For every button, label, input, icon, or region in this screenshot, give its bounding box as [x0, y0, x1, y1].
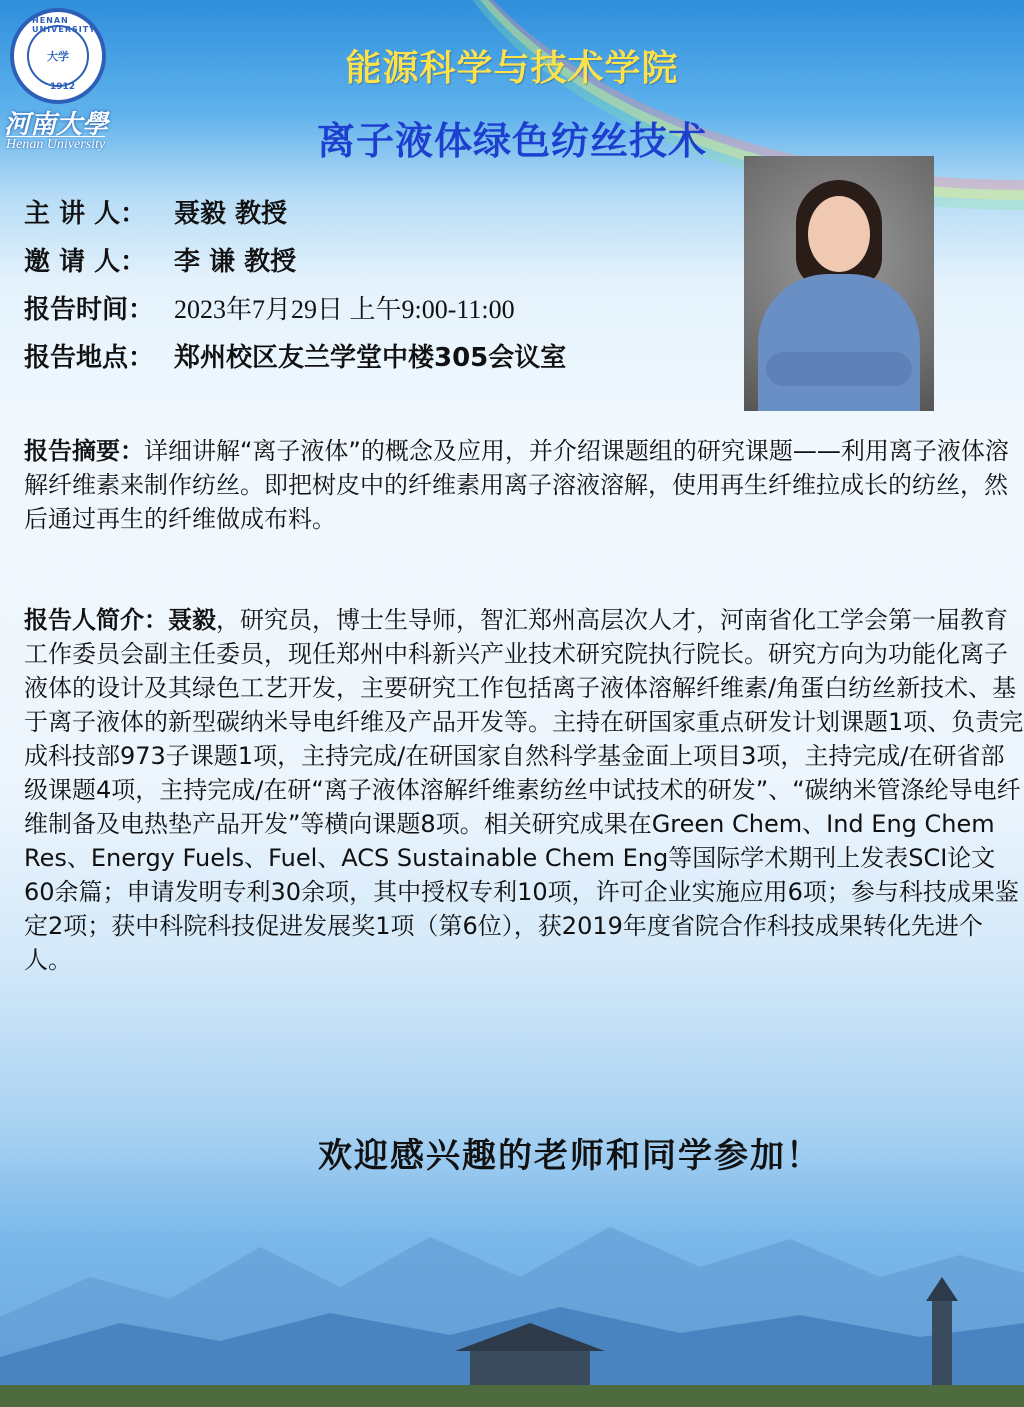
place-value: 郑州校区友兰学堂中楼305会议室: [174, 343, 567, 373]
logo-seal-text: 大学: [47, 50, 69, 63]
time-label: 报告时间：: [24, 295, 155, 325]
pagoda-tower: [932, 1297, 952, 1389]
speaker-row: [24, 190, 566, 238]
hall-building: [470, 1349, 590, 1389]
campus-landscape-illustration: [0, 1127, 1024, 1407]
place-row: [24, 334, 566, 382]
logo-year: 1912: [50, 82, 76, 92]
speaker-label: 主 讲 人：: [24, 199, 147, 229]
inviter-row: [24, 238, 566, 286]
abstract-text: 详细讲解“离子液体”的概念及应用，并介绍课题组的研究课题——利用离子液体溶解纤维素来制作纺丝。即把树皮中的纤维素用离子溶液溶解，使用再生纤维拉成长的纺丝，然后通过再生的纤维做成布料。: [24, 437, 1009, 533]
welcome-message: 欢迎感兴趣的老师和同学参加！: [318, 1136, 822, 1176]
lecture-info: [24, 190, 566, 382]
place-label: 报告地点：: [24, 343, 155, 373]
college-name: 能源科学与技术学院: [345, 48, 679, 89]
abstract-section: [24, 434, 1024, 536]
time-value: 2023年7月29日 上午9:00-11:00: [174, 295, 515, 324]
bio-label: 报告人简介：: [24, 606, 168, 634]
time-row: [24, 286, 566, 334]
photo-arms: [766, 352, 912, 386]
logo-name-cn: 河南大學: [4, 110, 109, 140]
photo-body: [758, 274, 920, 411]
tree-line: [0, 1385, 1024, 1407]
photo-face: [808, 196, 870, 272]
bio-text: ，研究员，博士生导师，智汇郑州高层次人才，河南省化工学会第一届教育工作委员会副主任委员，现任郑州中科新兴产业技术研究院执行院长。研究方向为功能化离子液体的设计及其绿色工艺开发，主要研究工作包括离子液体溶解纤维素/角蛋白纺丝新技术、基于离子液体的新型碳纳米导电纤维及产品开发等。主持在研国家重点研发计划课题1项、负责完成科技部973子课题1项，主持完成/在研国家自然科学基金面上项目3项，主持完成/在研省部级课题4项，主持完成/在研“离子液体溶解纤维素纺丝中试技术的研发”、“碳纳米管涤纶导电纤维制备及电热垫产品开发”等横向课题8项。相关研究成果在Green Chem、Ind Eng Chem Res、Energy Fuels、Fuel、ACS Sustainable Chem Eng等国际学术期刊上发表SCI论文60余篇；申请发明专利30余项，其中授权专利10项，许可企业实施应用6项；参与科技成果鉴定2项；获中科院科技促进发展奖1项（第6位），获2019年度省院合作科技成果转化先进个人。: [24, 606, 1024, 974]
inviter-value: 李 谦 教授: [174, 247, 297, 277]
speaker-photo: [744, 156, 934, 411]
logo-name-en: Henan University: [6, 137, 106, 152]
lecture-title: 离子液体绿色纺丝技术: [316, 119, 707, 163]
abstract-label: 报告摘要：: [24, 437, 144, 465]
bio-section: [24, 603, 1024, 977]
speaker-value: 聂毅 教授: [174, 199, 288, 229]
bio-name: 聂毅: [168, 606, 216, 634]
logo-ring-text: HENAN UNIVERSITY: [32, 16, 96, 34]
inviter-label: 邀 请 人：: [24, 247, 147, 277]
